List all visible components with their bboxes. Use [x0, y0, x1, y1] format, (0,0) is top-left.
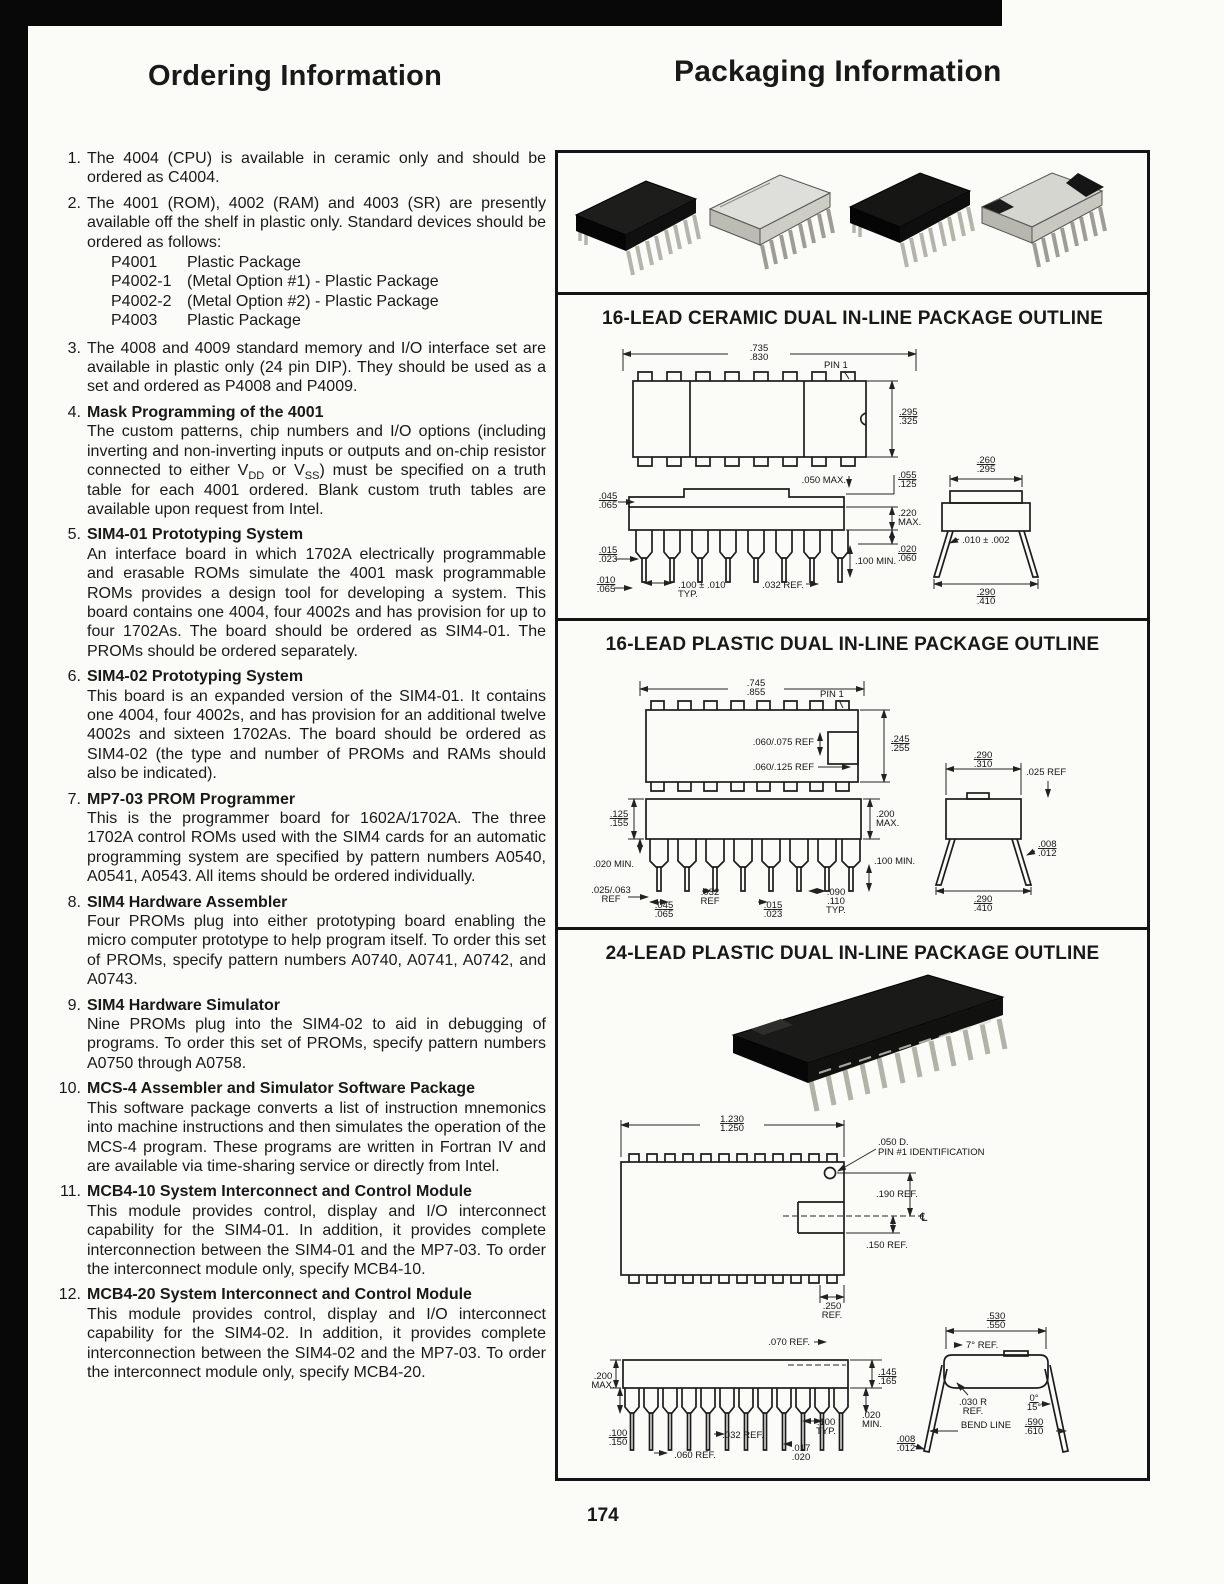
ordering-item [57, 1285, 546, 1382]
dim-label: .190 REF. [876, 1189, 918, 1200]
ceramic-end-view [934, 455, 1038, 607]
item-number: 12. [58, 1286, 81, 1304]
ordering-item [57, 339, 546, 397]
item-title: MP7-03 PROM Programmer [87, 790, 296, 808]
dim-label: .590 .610 [1024, 1417, 1044, 1437]
pin1-label: PIN 1 [820, 689, 844, 700]
dim-label: .010 .065 [596, 575, 616, 595]
vss-subscript: SS [304, 470, 320, 483]
ordering-item [57, 667, 546, 783]
plastic16-top-view [640, 678, 910, 791]
package-code-list [111, 253, 546, 331]
dim-label: .032 REF [700, 887, 720, 907]
item-number: 11. [59, 1183, 81, 1201]
dim-label: .017 .020 [791, 1443, 811, 1463]
dim-label: .045 .065 [654, 900, 674, 920]
dim-label: BEND LINE [960, 1420, 1012, 1431]
dim-label: 0° 15° [1026, 1393, 1042, 1413]
dim-label: .070 REF. [768, 1337, 810, 1348]
dim-label: .290 .410 [976, 587, 996, 607]
packaging-information-title: Packaging Information [674, 55, 1002, 88]
dim-label: .050 D. [878, 1137, 909, 1148]
section-title: 24-LEAD PLASTIC DUAL IN-LINE PACKAGE OUTLINE [605, 943, 1100, 964]
package-desc: Plastic Package [187, 254, 301, 272]
item-number: 1. [67, 150, 81, 167]
dim-label: .015 .023 [598, 545, 618, 565]
dip-photo-ceramic-1 [710, 175, 833, 269]
item-number: 10. [58, 1080, 81, 1098]
ordering-list [57, 149, 546, 1388]
package-code-row [111, 292, 546, 311]
item-title: MCB4-20 System Interconnect and Control Module [87, 1286, 472, 1304]
package-code-row [111, 253, 546, 272]
item-number: 2. [67, 194, 81, 212]
dim-label: .045 .065 [598, 491, 618, 511]
item-number: 4. [67, 403, 81, 421]
dim-label: .100 .150 [608, 1428, 628, 1448]
dim-label: .055 .125 [898, 470, 917, 490]
plastic16-side-view [591, 799, 915, 920]
ordering-item [57, 893, 546, 990]
item-number: 5. [67, 526, 81, 544]
item-number: 9. [67, 996, 81, 1014]
item-title: SIM4-02 Prototyping System [87, 668, 304, 686]
pin1-label: PIN 1 [824, 360, 848, 371]
plastic24-top-view [621, 1114, 985, 1321]
dim-label: .100 TYP. [816, 1417, 836, 1437]
dim-label: .020 MIN. [862, 1410, 883, 1430]
dim-label: .060 REF. [674, 1450, 716, 1461]
item-number: 3. [67, 339, 81, 357]
item-text: The 4001 (ROM), 4002 (RAM) and 4003 (SR) are presently available off the shelf in plastic only. Standard devices should be ordered as follows: P4001 Plastic Package P4002-1 (Metal Option #1) - Plastic Package P4002-2 (Metal Option #2) - Plastic Package P4003 Plastic Package [87, 194, 546, 330]
dim-label: .290 .310 [973, 750, 993, 770]
scan-artifact-top [0, 0, 1002, 26]
dim-label: .100 MIN. [874, 856, 916, 867]
item-text: SIM4-01 Prototyping System An interface board in which 1702A electrically programmable and erasable ROMs simulate the 4001 mask programmable ROMs provides a design tool for developing a system. This board contains one 4004, four 4002s and has provision for up to four 1702As. The board should be ordered as SIM4-01. The PROMs should be ordered separately. [87, 526, 546, 660]
vdd-subscript: DD [248, 470, 265, 483]
page-number: 174 [587, 1505, 619, 1526]
section-title: 16-LEAD CERAMIC DUAL IN-LINE PACKAGE OUTLINE [601, 308, 1104, 329]
packaging-panel [555, 150, 1150, 1481]
dim-label: .530 .550 [986, 1311, 1006, 1331]
item-number: 7. [67, 790, 81, 808]
ordering-item [57, 790, 546, 887]
dip-packages-photo [558, 153, 1141, 292]
dim-label: .745 .855 [746, 678, 766, 698]
package-code: P4001 [111, 254, 158, 272]
package-code: P4002-1 [111, 273, 172, 291]
package-code-row [111, 311, 546, 330]
dim-label: .200 MAX. [591, 1371, 615, 1391]
item-text: SIM4-02 Prototyping System This board is an expanded version of the SIM4-01. It contains one 4004, four 4002s, and has provision for an additional twelve 4002s and sixteen 1702As. The board should be ordered as SIM4-02 (the type and number of PROMs and RAMs should also be indicated). [87, 668, 546, 783]
item-title: MCB4-10 System Interconnect and Control Module [87, 1183, 472, 1201]
dim-label: .010 ± .002 [962, 535, 1010, 546]
dim-label: .032 REF. [762, 580, 804, 591]
ordering-item [57, 1182, 546, 1279]
ordering-item [57, 525, 546, 661]
ordering-item [57, 194, 546, 333]
ceramic-side-view [597, 470, 921, 600]
plastic-16-drawing [558, 621, 1143, 929]
dim-label: .008 .012 [1038, 839, 1057, 859]
item-number: 8. [67, 893, 81, 911]
dip-photo-black-1 [576, 181, 699, 275]
package-photos [558, 153, 1147, 295]
section-plastic-24 [558, 930, 1147, 1478]
package-code: P4003 [111, 312, 158, 330]
item-title: MCS-4 Assembler and Simulator Software Package [87, 1080, 475, 1098]
dim-label: .245 .255 [891, 734, 910, 754]
dim-label: .295 .325 [899, 407, 918, 427]
dim-label: .735 .830 [749, 343, 769, 363]
item-text: The 4008 and 4009 standard memory and I/O interface set are available in plastic only (24 pin DIP). They should be used as a set and ordered as P4008 and P4009. [87, 339, 546, 396]
dim-label: .290 .410 [973, 894, 993, 914]
item-title: Mask Programming of the 4001 [87, 403, 324, 421]
dim-label: .060/.075 REF [752, 737, 814, 748]
section-ceramic-16 [558, 295, 1147, 621]
plastic24-side-view [591, 1337, 896, 1463]
section-plastic-16 [558, 621, 1147, 930]
dim-label: .200 MAX. [876, 809, 900, 829]
dim-label: .030 R REF. [959, 1397, 987, 1417]
package-desc: (Metal Option #1) - Plastic Package [187, 273, 439, 291]
plastic24-end-view [897, 1311, 1068, 1454]
dim-label: .025/.063 REF [591, 885, 631, 905]
dim-label: .060/.125 REF [752, 762, 814, 773]
dim-label: .250 REF. [821, 1301, 843, 1321]
package-desc: Plastic Package [187, 312, 301, 330]
dim-label: .100 MIN. [855, 556, 897, 567]
ordering-item [57, 1079, 546, 1176]
package-code-row [111, 272, 546, 291]
plastic-24-drawing [558, 935, 1143, 1475]
dim-label: .020 .060 [898, 544, 917, 564]
dim-label: .220 MAX. [898, 508, 922, 528]
item-title: SIM4-01 Prototyping System [87, 526, 304, 544]
ordering-item [57, 149, 546, 188]
item-text: MP7-03 PROM Programmer This is the programmer board for 1602A/1702A. The three 1702A control ROMs used with the SIM4 cards for an automatic programming system are specified by pattern numbers A0540, A0541, A0543. All items should be ordered individually. [87, 790, 546, 886]
dim-label: .025 REF [1026, 767, 1067, 778]
item-text: The 4004 (CPU) is available in ceramic only and should be ordered as C4004. [87, 150, 546, 187]
dim-label: .015 .023 [763, 900, 783, 920]
dim-label: .090 .110 TYP. [826, 887, 846, 916]
dim-label: 7° REF. [966, 1340, 999, 1351]
plastic16-end-view [936, 750, 1066, 914]
scan-artifact-left [0, 0, 28, 1584]
dim-label: .260 .295 [976, 455, 996, 475]
item-text: MCB4-10 System Interconnect and Control Module This module provides control, display and I/O interconnect capability for the SIM4-01. In addition, it provides complete interconnection between the SIM4-01 and the MP7-03. To order the interconnect module only, specify MCB4-10. [87, 1183, 546, 1278]
package-desc: (Metal Option #2) - Plastic Package [187, 292, 439, 310]
item-title: SIM4 Hardware Simulator [87, 996, 280, 1014]
item-text: SIM4 Hardware Assembler Four PROMs plug into either prototyping board enabling the micro computer prototype to help program itself. To order this set of PROMs, specify pattern numbers A0740, A0741, A0742, and A0743. [87, 893, 546, 989]
dip24-photo [733, 975, 1005, 1111]
centerline-symbol: ℄ [920, 1212, 928, 1224]
section-title: 16-LEAD PLASTIC DUAL IN-LINE PACKAGE OUTLINE [605, 634, 1100, 655]
item-text: MCS-4 Assembler and Simulator Software Package This software package converts a list of instruction mnemonics into machine instructions and then simulates the operation of the MCS-4 program. These programs are written in Fortran IV and are available via time-sharing service or directly from Intel. [87, 1080, 546, 1175]
dim-label: 1.230 1.250 [720, 1114, 744, 1134]
item-number: 6. [67, 668, 81, 686]
ceramic-16-drawing [558, 331, 1143, 617]
dim-label: .032 REF. [722, 1430, 764, 1441]
item-text: MCB4-20 System Interconnect and Control Module This module provides control, display and I/O interconnect capability for the SIM4-02. In addition, it provides complete interconnection between the SIM4-02 and the MP7-03. To order the interconnect module only, specify MCB4-20. [87, 1286, 546, 1381]
dim-label: .150 REF. [866, 1240, 908, 1251]
dim-label: .020 MIN. [592, 859, 634, 870]
dim-label: .100 ± .010 TYP. [678, 580, 726, 600]
dip-photo-ceramic-2 [982, 173, 1105, 267]
item-text: Mask Programming of the 4001 The custom patterns, chip numbers and I/O options (including inverting and non-inverting inputs or outputs and on-chip resistor connected to either $V_{DD}$ or $V_{SS}$) must be specified on a truth table for each 4001 ordered. Blank custom truth tables are available upon request from Intel. [87, 403, 546, 518]
dip-photo-black-2 [850, 173, 973, 267]
item-text: SIM4 Hardware Simulator Nine PROMs plug into the SIM4-02 to aid in debugging of programs. To order this set of PROMs, specify pattern numbers A0750 through A0758. [87, 996, 546, 1072]
dim-label: .145 .165 [878, 1367, 897, 1387]
ordering-item [57, 996, 546, 1074]
package-code: P4002-2 [111, 292, 172, 310]
dim-label: PIN #1 IDENTIFICATION [878, 1147, 985, 1158]
ceramic-top-view [623, 343, 918, 466]
dim-label: .125 .155 [609, 809, 629, 829]
ordering-item [57, 403, 546, 519]
dim-label: .008 .012 [896, 1434, 916, 1454]
ordering-information-title: Ordering Information [148, 60, 442, 92]
dim-label: .050 MAX. [801, 475, 846, 486]
item-title: SIM4 Hardware Assembler [87, 893, 288, 911]
